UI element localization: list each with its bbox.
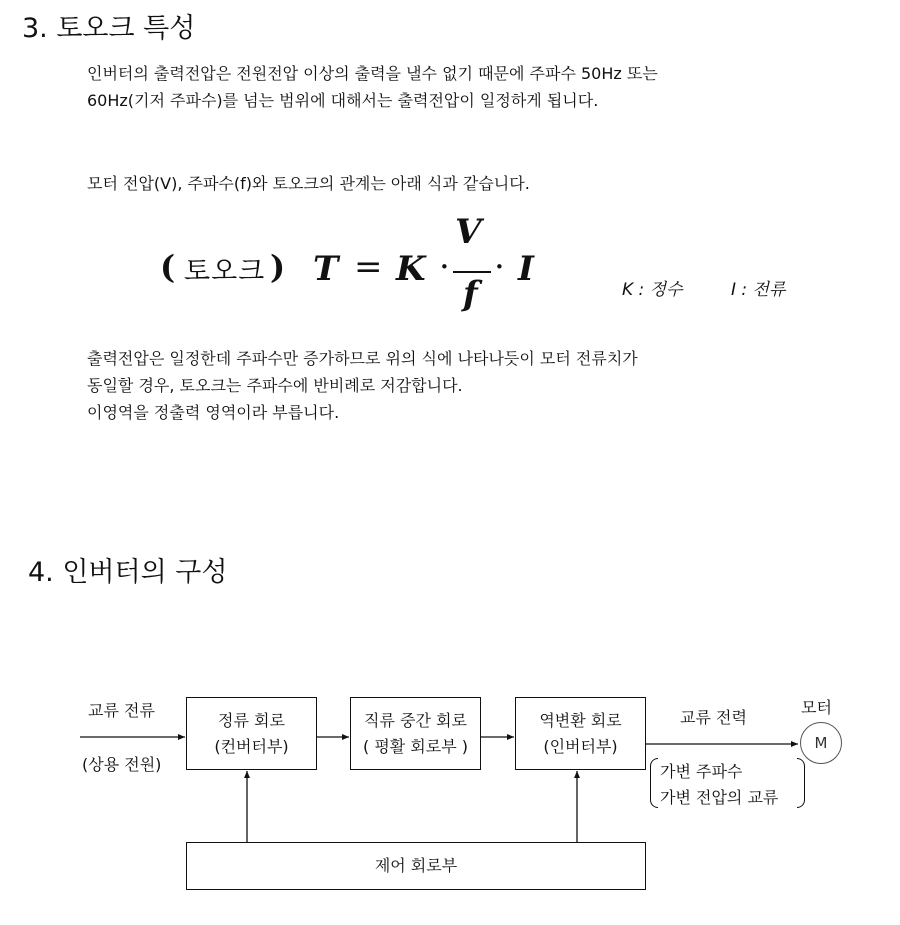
rectifier-circuit-block [186,697,317,770]
formula-torque-label: 토오크 [184,256,266,287]
output-desc-right-bracket [797,758,805,808]
formula-current-symbol: I [518,249,534,289]
control-circuit-block [186,842,646,890]
section-4-heading: 4. 인버터의 구성 [28,557,228,588]
formula-dot-1: · [439,247,450,287]
rectifier-line-2: (컨버터부) [214,736,289,756]
inverter-line-2: (인버터부) [543,736,618,756]
section-3-heading: 3. 토오크 특성 [22,13,196,44]
inverter-line-1: 역변환 회로 [539,710,622,730]
note-current: I : 전류 [731,280,786,300]
output-label-ac-power: 교류 전력 [680,708,747,727]
formula-torque-symbol: T [313,249,339,289]
formula-close-paren: ) [270,248,286,286]
formula-dot-2: · [494,247,505,287]
dc-link-circuit-block [350,697,481,770]
motor-label: 모터 [801,698,832,717]
input-label-ac-current: 교류 전류 [88,701,155,720]
output-desc-variable-voltage-ac: 가변 전압의 교류 [660,788,779,807]
motor-symbol: M [800,722,842,764]
output-desc-left-bracket [650,758,658,808]
paragraph-1-line-1: 인버터의 출력전압은 전원전압 이상의 출력을 낼수 없기 때문에 주파수 50Hz 또는 [87,64,658,83]
control-circuit-label: 제어 회로부 [374,856,458,875]
dc-link-line-2: ( 평활 회로부 ) [362,736,469,756]
formula-frequency-symbol: f [463,274,478,314]
paragraph-3-line-3: 이영역을 정출력 영역이라 부릅니다. [87,403,340,422]
note-constant: K : 정수 [622,280,683,300]
input-label-commercial-power: (상용 전원) [82,755,162,774]
rectifier-line-1: 정류 회로 [218,710,285,730]
inverter-circuit-block [515,697,646,770]
formula-open-paren: ( [160,248,176,286]
dc-link-line-1: 직류 중간 회로 [364,710,467,730]
paragraph-3-line-1: 출력전압은 일정한데 주파수만 증가하므로 위의 식에 나타나듯이 모터 전류치가 [87,349,638,368]
paragraph-2: 모터 전압(V), 주파수(f)와 토오크의 관계는 아래 식과 같습니다. [87,174,530,193]
paragraph-3-line-2: 동일할 경우, 토오크는 주파수에 반비례로 저감합니다. [87,376,463,395]
formula-equals: = [354,247,383,287]
output-desc-variable-frequency: 가변 주파수 [660,762,743,781]
formula-constant-symbol: K [396,249,426,289]
paragraph-1-line-2: 60Hz(기저 주파수)를 넘는 범위에 대해서는 출력전압이 일정하게 됩니다. [87,91,599,110]
formula-voltage-symbol: V [455,212,482,252]
